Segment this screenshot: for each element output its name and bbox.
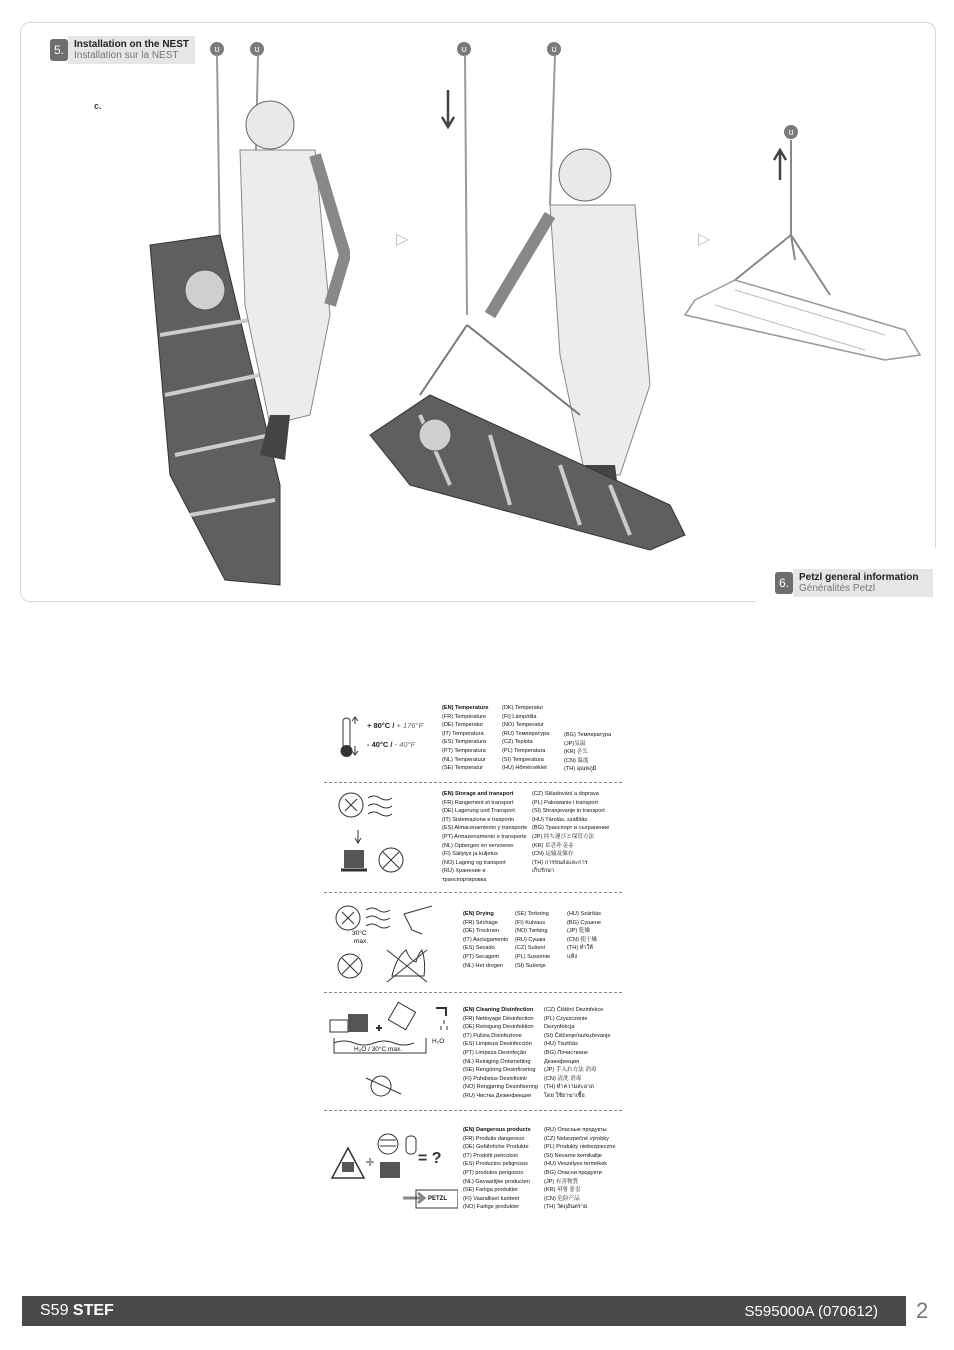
lang-line: (IT) Asciugamento	[463, 936, 509, 943]
lang-line: (NO) Farlige produkter	[463, 1204, 519, 1211]
lang-line: (JP) 持ち運びと保管方法	[532, 833, 595, 840]
lang-line: (KR) 위험 물질	[544, 1187, 581, 1194]
lang-line: (RU) Опасные продукты	[544, 1127, 607, 1133]
page-number: 2	[916, 1298, 929, 1323]
lang-line: (HU) Szárítás	[567, 911, 601, 917]
lang-line: (IT) Temperatura	[442, 730, 484, 737]
temperature-col1	[442, 704, 489, 773]
storage-icon	[336, 790, 406, 882]
lang-line: (CZ) Teplota	[502, 739, 533, 746]
lang-line: (DE) Temperatur	[442, 722, 484, 729]
lang-line: (CN) 运输及储存	[532, 851, 574, 858]
lang-line: (FR) Rangement et transport	[442, 799, 514, 806]
cleaning-col1	[463, 1006, 538, 1101]
lang-line: (SE) Rengöring Desinficering	[463, 1067, 536, 1074]
lang-line: (PT) Limpeza Desinfeção	[463, 1049, 527, 1056]
lang-line: (ES) Secado	[463, 945, 495, 952]
lang-line: (EN) Dangerous products	[463, 1127, 531, 1133]
lang-line: (NL) Temperatuur	[442, 756, 486, 763]
lang-line: (JP) 乾燥	[567, 928, 590, 935]
lang-line: (FI) Puhdistus Desinfiointi	[463, 1075, 527, 1082]
lang-line: (FI) Vaaralliset tuotteet	[463, 1195, 520, 1202]
lang-line: (PL) Pakowanie i transport	[532, 799, 598, 806]
equals-question: = ?	[418, 1150, 442, 1167]
lang-line: (SE) Torkning	[515, 911, 549, 917]
lang-line: (CN) 危险产品	[544, 1195, 580, 1202]
temperature-col2	[502, 704, 549, 773]
lang-line: (SI) Čiščenje/razkuževanje	[544, 1032, 611, 1039]
lang-line: (SI) Shranjevanje in transport	[532, 808, 605, 815]
lang-line: (FI) Kuivaus	[515, 919, 546, 926]
lang-line: (BG) Транспорт и съхранение	[532, 825, 610, 832]
lang-line: (SE) Farliga produkter	[463, 1187, 519, 1194]
anchor-icon: ʊ	[547, 42, 561, 56]
lang-line: (TH) ทำให้	[567, 945, 593, 952]
cleaning-h2o: H₂O	[432, 1038, 445, 1045]
lang-line: (ES) Limpieza Desinfección	[463, 1041, 532, 1048]
lang-line: (DE) Gefährliche Produkte	[463, 1144, 529, 1151]
lang-line: (SI) Nevarne kemikalije	[544, 1152, 602, 1159]
lang-line: (FR) Température	[442, 713, 487, 720]
lang-line: (DE) Trocknen	[463, 928, 500, 935]
lang-line: (RU) Хранение и	[442, 868, 486, 875]
lang-line: (PL) Suszenie	[515, 953, 551, 960]
temp-hot: + 80°C / + 176°F	[367, 721, 424, 730]
step-label: c.	[94, 101, 102, 111]
storage-col1	[442, 790, 527, 885]
drying-row	[324, 892, 622, 993]
lang-line: (EN) Drying	[463, 911, 494, 917]
rescuer-illustration-2	[350, 55, 695, 565]
lang-line: (TH) อุณหภูมิ	[564, 766, 597, 773]
lang-line: (HU) Tárolás, szállítás	[532, 816, 588, 823]
lang-line: (ES) Almacenamiento y transporte	[442, 825, 528, 832]
lang-line: (PT) Secagem	[463, 953, 500, 960]
petzl-label: PETZL	[428, 1196, 447, 1202]
lang-line: (PT) produtos perigosos	[463, 1169, 524, 1176]
lang-line: (BG) Почистване	[544, 1049, 588, 1056]
anchor-icon: ʊ	[210, 42, 224, 56]
section6-number: 6.	[775, 572, 793, 594]
cleaning-water: H₂O / 30°C max.	[354, 1046, 403, 1053]
lang-line: (HU) Veszélyes termékek	[544, 1161, 608, 1168]
lang-line: (CZ) Skladování a doprava	[532, 791, 599, 797]
lang-line: (EN) Temperature	[442, 705, 489, 711]
temperature-col3	[564, 731, 611, 774]
lang-line: เก็บรักษา	[532, 868, 555, 875]
section6-subtitle: Généralités Petzl	[799, 583, 876, 594]
lang-line: โดย ใช้ยาฆ่าเชื้อ	[544, 1092, 585, 1099]
rescuer-illustration-1	[130, 55, 350, 590]
footer-bar	[22, 1296, 906, 1326]
anchor-icon: ʊ	[250, 42, 264, 56]
drying-col2	[515, 910, 550, 970]
lang-line: (IT) Pulizia Disinfezione	[463, 1032, 522, 1039]
lang-line: (KR) 온도	[564, 749, 588, 756]
lang-line: (DE) Lagerung und Transport	[442, 808, 515, 815]
lang-line: (NO) Lagring og transport	[442, 859, 506, 866]
temp-cold-c: - 40°C	[367, 740, 389, 749]
lang-line: (JP) 有害物質	[544, 1178, 579, 1185]
anchor-icon: ʊ	[784, 125, 798, 139]
section6-label	[793, 569, 933, 597]
lang-line: (FI) Säilytys ja kuljetus	[442, 851, 498, 858]
lang-line: (PL) Temperatura	[502, 747, 546, 754]
section5-title: Installation on the NEST	[74, 39, 190, 50]
lang-line: (RU) Температура	[502, 730, 550, 737]
lang-line: (TH) การขนส่งและการ	[532, 859, 588, 866]
dangerous-col1	[463, 1126, 531, 1212]
storage-row	[324, 782, 622, 893]
drying-col3	[567, 910, 601, 962]
lang-line: (NL) Het drogen	[463, 962, 504, 969]
lang-line: Дезинфекция	[544, 1058, 580, 1065]
drying-max: max.	[354, 938, 369, 945]
lang-line: (EN) Storage and transport	[442, 791, 514, 797]
lang-line: (NO) Tørking	[515, 928, 548, 935]
thermometer-icon	[336, 716, 360, 760]
lang-line: (CN) 温度	[564, 757, 589, 764]
lang-line: (JP)気温	[564, 740, 586, 747]
cleaning-row	[324, 992, 622, 1111]
lang-line: (SI) Sušenje	[515, 962, 546, 969]
lang-line: (FR) Séchage	[463, 919, 498, 926]
stretcher-hoist-illustration	[675, 140, 930, 370]
lang-line: (NL) Gevaarlijke producten	[463, 1178, 530, 1185]
lang-line: (EN) Cleaning Disinfection	[463, 1007, 534, 1013]
lang-line: (CZ) Nebezpečné výrobky	[544, 1135, 609, 1142]
temperature-row	[324, 700, 622, 783]
lang-line: (HU) Tisztítás	[544, 1041, 578, 1048]
product-model: S59	[40, 1302, 69, 1319]
lang-line: транспортировка	[442, 876, 487, 883]
storage-col2	[532, 790, 609, 876]
anchor-icon: ʊ	[457, 42, 471, 56]
lang-line: (IT) Prodotti pericolosi	[463, 1152, 518, 1159]
lang-line: แห้ง	[567, 953, 578, 960]
next-step-arrow-icon: ▷	[396, 231, 409, 248]
product-title: STEF	[72, 1302, 114, 1319]
temp-cold: - 40°C / - 40°F	[367, 740, 416, 749]
document-reference: S595000A (070612)	[744, 1302, 878, 1320]
lang-line: (PL) Produkty niebezpieczne	[544, 1144, 616, 1151]
lang-line: (DE) Reinigung Desinfektion	[463, 1024, 534, 1031]
drying-col1	[463, 910, 508, 970]
section6-header	[775, 569, 933, 597]
lang-line: (NO) Rengjøring Desinfisering	[463, 1084, 538, 1091]
lang-line: (SI) Temperatura	[502, 756, 544, 763]
lang-line: Dezynfekcja	[544, 1024, 575, 1031]
section6-title: Petzl general information	[799, 572, 919, 583]
lang-line: (RU) Чистка Дезинфекция	[463, 1092, 531, 1099]
dangerous-col2	[544, 1126, 616, 1212]
drying-icon	[332, 900, 447, 986]
lang-line: (HU) Hőmérséklet	[502, 765, 547, 772]
lang-line: (FR) Produits dangereux	[463, 1135, 525, 1142]
lang-line: (CZ) Čištění Dezinfekce	[544, 1007, 604, 1013]
lang-line: (IT) Sistemazione e trasporto	[442, 816, 515, 823]
next-step-arrow-icon: ▷	[698, 231, 711, 248]
lang-line: (CN) 使干燥	[567, 936, 598, 943]
temp-cold-f: - 40°F	[394, 740, 416, 749]
lang-line: (FI) Lämpötila	[502, 713, 537, 720]
dangerous-row	[324, 1110, 622, 1220]
lang-line: (JP) 手入れ方法 消毒	[544, 1067, 597, 1074]
lang-line: (CZ) Sušení	[515, 945, 546, 952]
lang-line: (TH) วัตถุอันตราย	[544, 1204, 588, 1211]
lang-line: (RU) Сушка	[515, 936, 546, 943]
section5-number: 5.	[50, 39, 68, 61]
lang-line: (CN) 清洗 消毒	[544, 1075, 582, 1082]
lang-line: (PL) Czyszczenie	[544, 1015, 588, 1022]
lang-line: (ES) Temperatura	[442, 739, 487, 746]
lang-line: (PT) Temperatura	[442, 747, 486, 754]
temp-hot-f: + 176°F	[396, 721, 424, 730]
lang-line: (DK) Temperatur	[502, 705, 544, 711]
lang-line: (TH) ทำความสะอาด	[544, 1084, 594, 1091]
lang-line: (KR) 보관과 운송	[532, 842, 574, 849]
cleaning-col2	[544, 1006, 611, 1101]
temp-hot-c: + 80°C	[367, 721, 391, 730]
lang-line: (PT) Armazenamento e transporte	[442, 833, 527, 840]
lang-line: (SE) Temperatur	[442, 765, 483, 772]
section5-subtitle: Installation sur la NEST	[74, 50, 179, 61]
drying-temp: 30°C	[352, 930, 367, 937]
lang-line: (BG) Опасни продукти	[544, 1169, 602, 1176]
lang-line: (BG) Сушене	[567, 919, 601, 926]
lang-line: (NL) Reiniging Ontsmetting	[463, 1058, 531, 1065]
lang-line: (ES) Productos peligrosos	[463, 1161, 528, 1168]
lang-line: (BG) Температура	[564, 732, 612, 738]
lang-line: (NO) Temperatur	[502, 722, 544, 729]
lang-line: (FR) Nettoyage Désinfection	[463, 1015, 534, 1022]
product-name	[40, 1302, 114, 1320]
lang-line: (NL) Opbergen en vervoeren	[442, 842, 514, 849]
